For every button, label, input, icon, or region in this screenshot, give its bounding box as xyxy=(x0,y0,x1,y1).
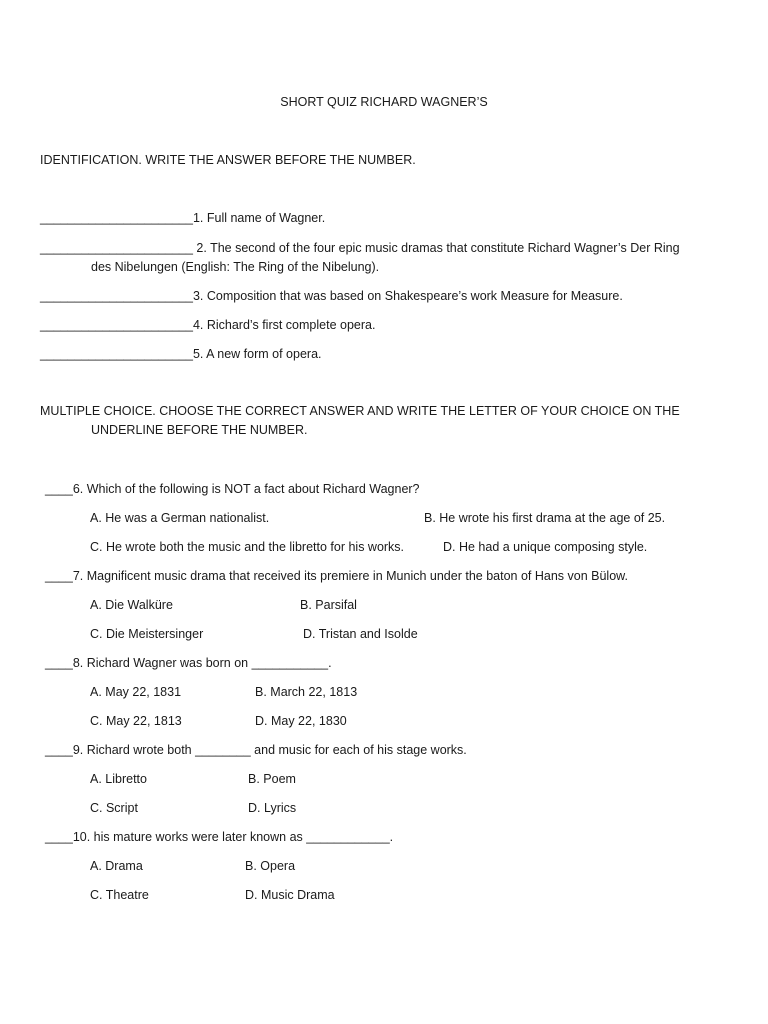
question-text: 7. Magnificent music drama that received its premiere in Munich under the baton of Hans von Bülow. xyxy=(72,569,628,583)
q7-choice-c: C. Die Meistersinger xyxy=(90,627,204,641)
q6-choice-b: B. He wrote his first drama at the age of 25. xyxy=(424,511,666,525)
answer-blank: ____ xyxy=(45,830,73,844)
question-text: 5. A new form of opera. xyxy=(192,347,322,361)
question-text: 3. Composition that was based on Shakespeare’s work Measure for Measure. xyxy=(192,289,623,303)
q8-choice-c: C. May 22, 1813 xyxy=(90,714,182,728)
q10-choice-d: D. Music Drama xyxy=(245,888,335,902)
q7-choice-b: B. Parsifal xyxy=(300,598,357,612)
q7-choice-d: D. Tristan and Isolde xyxy=(303,627,418,641)
question-text: 6. Which of the following is NOT a fact about Richard Wagner? xyxy=(72,482,420,496)
question-7 xyxy=(45,568,628,584)
question-text: 8. Richard Wagner was born on ___________. xyxy=(72,656,332,670)
answer-blank: ____ xyxy=(45,743,73,757)
multiple-choice-heading-continuation: UNDERLINE BEFORE THE NUMBER. xyxy=(91,423,308,437)
identification-item-2-continuation: des Nibelungen (English: The Ring of the Nibelung). xyxy=(91,260,380,274)
answer-blank: ____ xyxy=(45,569,73,583)
q10-choice-a: A. Drama xyxy=(90,859,143,873)
question-6 xyxy=(45,481,420,497)
answer-blank: ______________________ xyxy=(40,347,193,361)
q9-choice-a: A. Libretto xyxy=(90,772,147,786)
q9-choice-b: B. Poem xyxy=(248,772,296,786)
answer-blank: ______________________ xyxy=(40,241,193,255)
q10-choice-c: C. Theatre xyxy=(90,888,149,902)
page-title: SHORT QUIZ RICHARD WAGNER’S xyxy=(280,95,488,109)
identification-item-5 xyxy=(40,346,322,362)
q9-choice-c: C. Script xyxy=(90,801,138,815)
question-text: 4. Richard’s first complete opera. xyxy=(192,318,376,332)
q7-choice-a: A. Die Walküre xyxy=(90,598,173,612)
identification-item-1 xyxy=(40,210,325,226)
q6-choice-c: C. He wrote both the music and the libretto for his works. xyxy=(90,540,405,554)
answer-blank: ____ xyxy=(45,656,73,670)
q8-choice-b: B. March 22, 1813 xyxy=(255,685,358,699)
question-text: 10. his mature works were later known as ____________. xyxy=(72,830,394,844)
q8-choice-a: A. May 22, 1831 xyxy=(90,685,182,699)
question-8 xyxy=(45,655,332,671)
q6-choice-a: A. He was a German nationalist. xyxy=(90,511,270,525)
question-text: 2. The second of the four epic music dramas that constitute Richard Wagner’s Der Ring xyxy=(192,241,680,255)
identification-heading: IDENTIFICATION. WRITE THE ANSWER BEFORE THE NUMBER. xyxy=(40,153,416,167)
identification-item-4 xyxy=(40,317,375,333)
identification-item-3 xyxy=(40,288,623,304)
question-text: 1. Full name of Wagner. xyxy=(192,211,326,225)
answer-blank: ____ xyxy=(45,482,73,496)
q8-choice-d: D. May 22, 1830 xyxy=(255,714,347,728)
answer-blank: ______________________ xyxy=(40,318,193,332)
q10-choice-b: B. Opera xyxy=(245,859,296,873)
q6-choice-d: D. He had a unique composing style. xyxy=(443,540,648,554)
question-text: 9. Richard wrote both ________ and music for each of his stage works. xyxy=(72,743,467,757)
multiple-choice-heading: MULTIPLE CHOICE. CHOOSE THE CORRECT ANSWER AND WRITE THE LETTER OF YOUR CHOICE ON THE xyxy=(40,404,680,418)
question-10 xyxy=(45,829,393,845)
q9-choice-d: D. Lyrics xyxy=(248,801,297,815)
identification-item-2 xyxy=(40,240,680,256)
answer-blank: ______________________ xyxy=(40,211,193,225)
question-9 xyxy=(45,742,467,758)
answer-blank: ______________________ xyxy=(40,289,193,303)
